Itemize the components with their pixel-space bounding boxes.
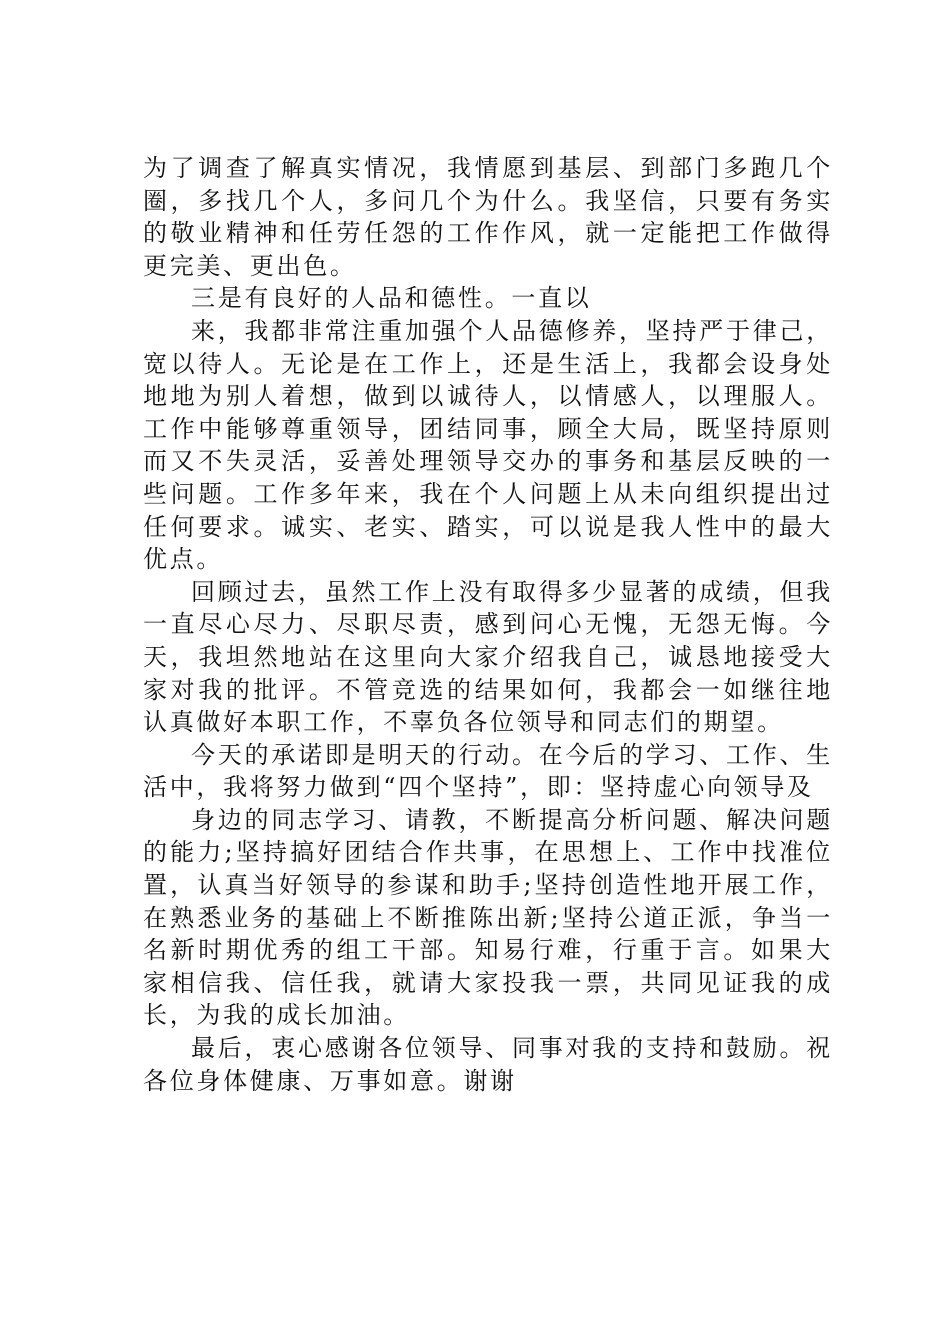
paragraph-4: 回顾过去，虽然工作上没有取得多少显著的成绩，但我一直尽心尽力、尽职尽责，感到问心无愧，无怨无悔。今天，我坦然地站在这里向大家介绍我自己，诚恳地接受大家对我的批评。不管竞选的结果如何，我都会一如继往地认真做好本职工作，不辜负各位领导和同志们的期望。 <box>143 577 833 737</box>
paragraph-3: 来，我都非常注重加强个人品德修养，坚持严于律己，宽以待人。无论是在工作上，还是生活上，我都会设身处地地为别人着想，做到以诚待人，以情感人，以理服人。工作中能够尊重领导，团结同事，顾全大局，既坚持原则而又不失灵活，妥善处理领导交办的事务和基层反映的一些问题。工作多年来，我在个人问题上从未向组织提出过任何要求。诚实、老实、踏实，可以说是我人性中的最大优点。 <box>143 316 833 574</box>
paragraph-5: 今天的承诺即是明天的行动。在今后的学习、工作、生活中，我将努力做到“四个坚持”，即：坚持虚心向领导及 <box>143 740 833 802</box>
document-body <box>143 152 833 1097</box>
paragraph-1: 为了调查了解真实情况，我情愿到基层、到部门多跑几个圈，多找几个人，多问几个为什么。我坚信，只要有务实的敬业精神和任劳任怨的工作作风，就一定能把工作做得更完美、更出色。 <box>143 154 833 280</box>
paragraph-6: 身边的同志学习、请教，不断提高分析问题、解决问题的能力;坚持搞好团结合作共事，在思想上、工作中找准位置，认真当好领导的参谋和助手;坚持创造性地开展工作，在熟悉业务的基础上不断推陈出新;坚持公道正派，争当一名新时期优秀的组工干部。知易行难，行重于言。如果大家相信我、信任我，就请大家投我一票，共同见证我的成长，为我的成长加油。 <box>143 805 833 1030</box>
paragraph-7: 最后，衷心感谢各位领导、同事对我的支持和鼓励。祝各位身体健康、万事如意。谢谢 <box>143 1034 833 1095</box>
paragraph-2: 三是有良好的人品和德性。一直以 <box>191 284 592 313</box>
